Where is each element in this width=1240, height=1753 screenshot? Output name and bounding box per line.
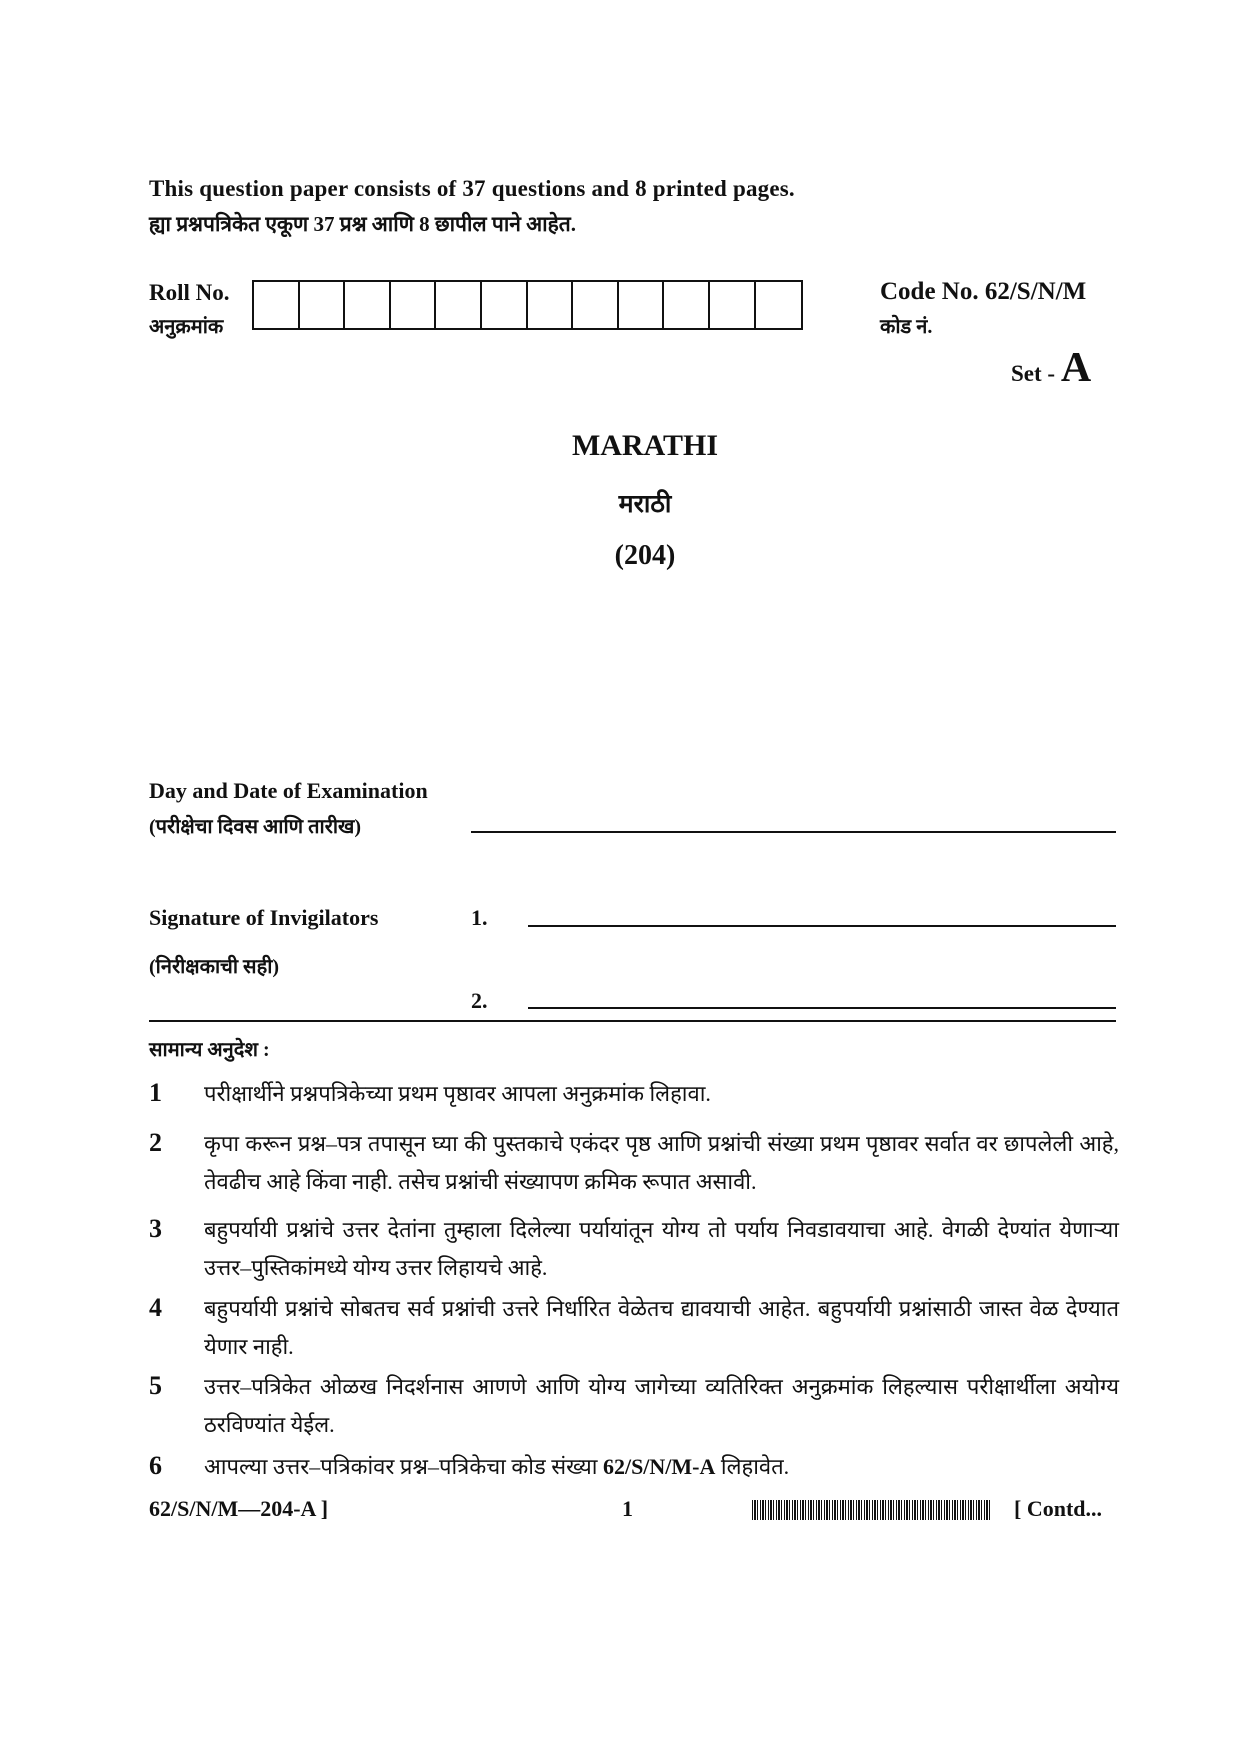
footer-paper-code: 62/S/N/M—204-A ] (149, 1496, 329, 1521)
roll-number-box[interactable] (436, 282, 482, 328)
roll-number-box[interactable] (391, 282, 437, 328)
instructions-heading: सामान्य अनुदेश : (149, 1039, 270, 1061)
instruction-text (204, 1448, 1119, 1486)
exam-date-label: Day and Date of Examination (149, 778, 428, 803)
signature-number-1: 1. (471, 905, 488, 930)
instruction-text: बहुपर्यायी प्रश्नांचे सोबतच सर्व प्रश्नांची उत्तरे निर्धारित वेळेतच द्यावयाची आहेत. बहुपर्यायी प्रश्नांसाठी जास्त वेळ देण्यात येणार नाही. (204, 1296, 1119, 1359)
roll-number-box[interactable] (710, 282, 756, 328)
instruction-text: परीक्षार्थीने प्रश्नपत्रिकेच्या प्रथम पृष्ठावर आपला अनुक्रमांक लिहावा. (204, 1081, 711, 1106)
instruction-text: उत्तर–पत्रिकेत ओळख निदर्शनास आणणे आणि योग्य जागेच्या व्यतिरिक्त अनुक्रमांक लिहल्यास परीक्षार्थीला अयोग्य ठरविण्यांत येईल. (204, 1374, 1119, 1437)
barcode-icon (752, 1500, 992, 1520)
roll-number-box[interactable] (345, 282, 391, 328)
instruction-number: 2 (149, 1128, 162, 1157)
roll-number-box[interactable] (482, 282, 528, 328)
signature-label: Signature of Invigilators (149, 905, 379, 930)
roll-number-box[interactable] (664, 282, 710, 328)
footer-contd: [ Contd... (1014, 1496, 1103, 1521)
roll-number-box[interactable] (528, 282, 574, 328)
instruction-code: 62/S/N/M-A (602, 1454, 716, 1479)
code-number: Code No. 62/S/N/M (880, 278, 1087, 305)
subject-code: (204) (614, 540, 676, 571)
roll-number-boxes[interactable] (252, 280, 803, 330)
intro-marathi: ह्या प्रश्नपत्रिकेत एकूण 37 प्रश्न आणि 8 छापील पाने आहेत. (149, 212, 576, 236)
code-label-marathi: कोड नं. (880, 316, 933, 338)
roll-label-marathi: अनुक्रमांक (149, 316, 224, 338)
instruction-number: 3 (149, 1214, 162, 1243)
instruction-text: बहुपर्यायी प्रश्नांचे उत्तर देतांना तुम्हाला दिलेल्या पर्यायांतून योग्य तो पर्याय निवडावयाचा आहे. वेगळी देण्यांत येणाऱ्या उत्तर–पुस्तिकांमध्ये योग्य उत्तर लिहायचे आहे. (204, 1217, 1119, 1280)
exam-date-line[interactable] (471, 831, 1116, 833)
instruction-text-post: लिहावेत. (715, 1454, 790, 1479)
intro-english: This question paper consists of 37 questions and 8 printed pages. (149, 176, 795, 201)
signature-number-2: 2. (471, 988, 488, 1013)
subject-title: MARATHI (571, 429, 719, 462)
roll-label: Roll No. (149, 280, 230, 305)
roll-number-box[interactable] (756, 282, 802, 328)
instruction-text-pre: आपल्या उत्तर–पत्रिकांवर प्रश्न–पत्रिकेचा कोड संख्या (204, 1454, 603, 1479)
instruction-number: 6 (149, 1451, 162, 1480)
set-letter: A (1060, 345, 1092, 391)
roll-number-box[interactable] (300, 282, 346, 328)
exam-date-label-marathi: (परीक्षेचा दिवस आणि तारीख) (149, 816, 362, 838)
set-prefix: Set - (1011, 361, 1056, 386)
instruction-number: 4 (149, 1293, 162, 1322)
signature-line-1[interactable] (528, 925, 1116, 927)
signature-label-marathi: (निरीक्षकाची सही) (149, 956, 280, 978)
section-divider (149, 1020, 1116, 1022)
subject-title-marathi: मराठी (618, 491, 672, 518)
instruction-number: 5 (149, 1371, 162, 1400)
roll-number-box[interactable] (254, 282, 300, 328)
page-number: 1 (622, 1496, 633, 1521)
set-label (1011, 344, 1091, 392)
instruction-text: कृपा करून प्रश्न–पत्र तपासून घ्या की पुस्तकाचे एकंदर पृष्ठ आणि प्रश्नांची संख्या प्रथम पृष्ठावर सर्वात वर छापलेली आहे, तेवढीच आहे किंवा नाही. तसेच प्रश्नांची संख्यापण क्रमिक रूपात असावी. (204, 1131, 1119, 1194)
roll-number-box[interactable] (573, 282, 619, 328)
roll-number-box[interactable] (619, 282, 665, 328)
instruction-number: 1 (149, 1078, 162, 1107)
signature-line-2[interactable] (528, 1007, 1116, 1009)
